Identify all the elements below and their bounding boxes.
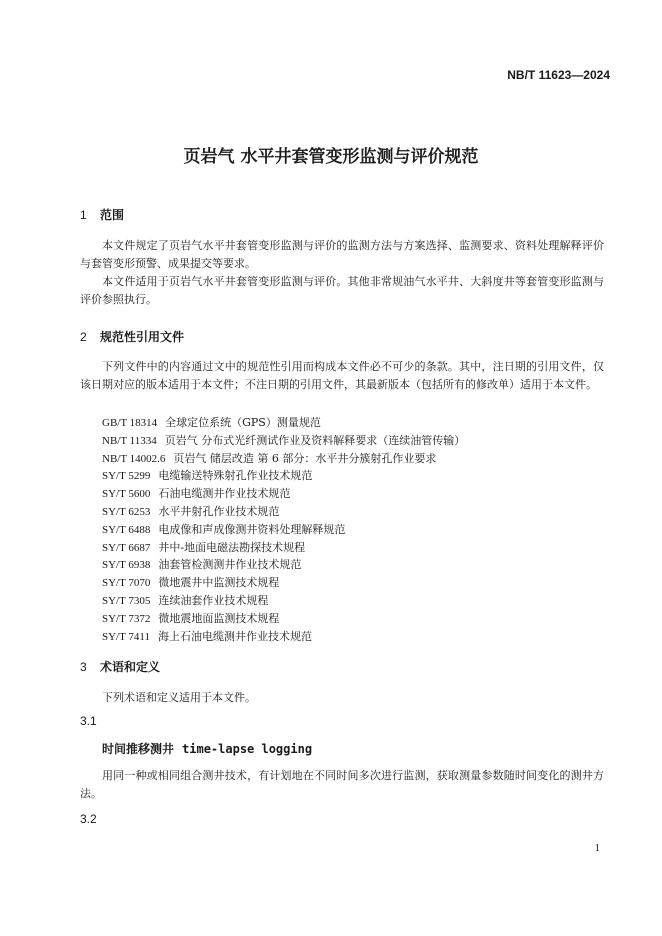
term-chinese: 时间推移测井 [102,742,175,756]
term-english: time-lapse logging [182,742,313,756]
section-1-heading [80,206,124,223]
standard-code: NB/T 11623—2024 [507,68,610,82]
reference-item [102,628,602,646]
section-2-heading [80,328,184,345]
reference-item [102,485,602,503]
ref-code: SY/T 6253 [102,505,151,518]
ref-code: SY/T 7305 [102,594,151,607]
reference-item [102,450,602,468]
reference-item [102,574,602,592]
scope-paragraph-1: 本文件规定了页岩气水平井套管变形监测与评价的监测方法与方案选择、监测要求、资料处理解释评价与套管变形预警、成果提交等要求。 [80,239,604,270]
ref-title: 电缆输送特殊射孔作业技术规范 [158,469,313,483]
term-definition: 用同一种或相同组合测井技术，有计划地在不同时间多次进行监测，获取测量参数随时间变化的测井方法。 [80,769,604,800]
section-3-heading [80,658,160,675]
term-number: 3.1 [80,714,97,728]
ref-title: 全球定位系统（GPS）测量规范 [165,416,321,429]
ref-code: SY/T 6488 [102,523,151,536]
reference-item [102,432,602,450]
ref-code: SY/T 5600 [102,488,151,501]
reference-item [102,503,602,521]
section-title: 规范性引用文件 [100,330,185,344]
page-number: 1 [594,842,600,854]
ref-title: 井中-地面电磁法勘探技术规程 [158,540,306,554]
ref-code: SY/T 7070 [102,577,151,590]
document-title: 页岩气 水平井套管变形监测与评价规范 [183,147,479,167]
reference-list [102,414,602,645]
reference-item [102,539,602,557]
ref-code: SY/T 6687 [102,541,151,554]
reference-item [102,467,602,485]
ref-title: 微地震地面监测技术规程 [158,611,280,625]
section-title: 术语和定义 [100,660,161,674]
ref-title: 连续油套作业技术规程 [158,593,269,607]
ref-code: SY/T 5299 [102,470,151,483]
terms-intro-paragraph: 下列术语和定义适用于本文件。 [102,691,256,704]
ref-title: 海上石油电缆测井作业技术规范 [157,629,312,643]
ref-title: 页岩气 储层改造 第 6 部分：水平井分簇射孔作业要求 [173,451,437,465]
ref-title: 页岩气 分布式光纤测试作业及资料解释要求（连续油管传输） [164,433,466,447]
section-title: 范围 [100,208,125,222]
refs-intro-paragraph: 下列文件中的内容通过文中的规范性引用而构成本文件必不可少的条款。其中，注日期的引用文件，仅该日期对应的版本适用于本文件；不注日期的引用文件，其最新版本（包括所有的修改单）适用于本文件。 [80,360,604,391]
ref-code: SY/T 7411 [102,630,150,643]
section-number: 2 [80,330,87,344]
ref-title: 微地震井中监测技术规程 [158,576,280,590]
term-entry [102,740,312,757]
ref-title: 水平井射孔作业技术规范 [158,504,280,518]
ref-code: NB/T 11334 [102,434,157,447]
term-number: 3.2 [80,812,97,826]
ref-code: SY/T 6938 [102,559,151,572]
ref-code: SY/T 7372 [102,612,151,625]
ref-code: NB/T 14002.6 [102,452,166,465]
ref-code: GB/T 18314 [102,417,158,429]
scope-paragraph-2: 本文件适用于页岩气水平井套管变形监测与评价。其他非常规油气水平井、大斜度井等套管变形监测与评价参照执行。 [80,275,604,306]
reference-item [102,610,602,628]
ref-title: 石油电缆测井作业技术规范 [158,487,291,501]
reference-item [102,521,602,539]
reference-item [102,414,602,432]
ref-title: 电成像和声成像测井资料处理解释规范 [158,522,346,536]
reference-item [102,556,602,574]
section-number: 1 [80,208,87,222]
reference-item [102,592,602,610]
section-number: 3 [80,660,87,674]
ref-title: 油套管检测测井作业技术规范 [158,558,302,572]
